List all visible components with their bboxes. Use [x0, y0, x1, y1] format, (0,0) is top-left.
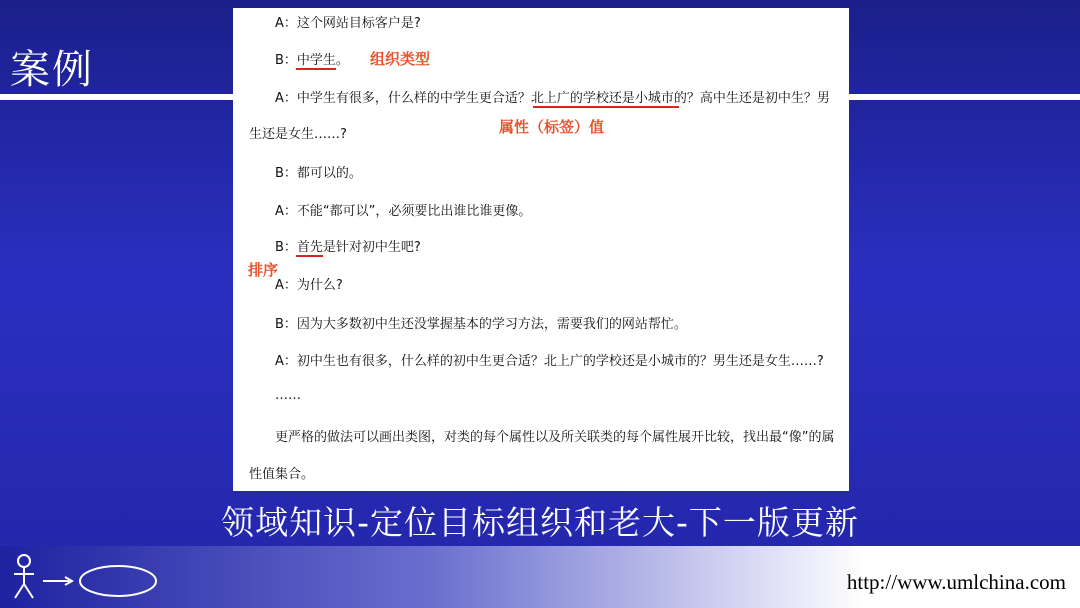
dialog-line: A：为什么?	[275, 278, 343, 293]
document-panel	[233, 8, 849, 491]
annotation-org-type: 组织类型	[370, 50, 431, 68]
dialog-line: A：中学生有很多，什么样的中学生更合适？北上广的学校还是小城市的？高中生还是初中生？男	[275, 91, 830, 106]
annotation-attribute-value: 属性（标签）值	[499, 118, 605, 136]
dialog-line: 生还是女生……?	[249, 127, 347, 142]
footer-url[interactable]: http://www.umlchina.com	[846, 570, 1066, 594]
dialog-line: A：初中生也有很多，什么样的初中生更合适？北上广的学校还是小城市的？男生还是女生……?	[275, 354, 824, 369]
dialog-line: 性值集合。	[249, 467, 315, 482]
dialog-line: A：不能“都可以”，必须要比出谁比谁更像。	[275, 204, 532, 219]
footer-bar	[0, 546, 1080, 608]
slide-title: 案例	[10, 47, 94, 93]
annotation-underline	[533, 106, 679, 108]
dialog-line: B：都可以的。	[275, 166, 362, 181]
dialog-line: B：首先是针对初中生吧?	[275, 240, 421, 255]
dialog-line: 更严格的做法可以画出类图，对类的每个属性以及所关联类的每个属性展开比较，找出最“像”的属	[275, 430, 835, 445]
actor-use-case-logo-icon	[10, 552, 170, 604]
dialog-line: ……	[275, 388, 301, 403]
annotation-underline	[296, 255, 323, 257]
annotation-sort: 排序	[248, 261, 279, 279]
dialog-line: B：因为大多数初中生还没掌握基本的学习方法，需要我们的网站帮忙。	[275, 317, 687, 332]
dialog-line: B：中学生。	[275, 53, 349, 68]
dialog-line: A：这个网站目标客户是?	[275, 16, 421, 31]
annotation-underline	[296, 68, 336, 70]
slide-caption: 领域知识-定位目标组织和老大-下一版更新	[221, 503, 859, 542]
